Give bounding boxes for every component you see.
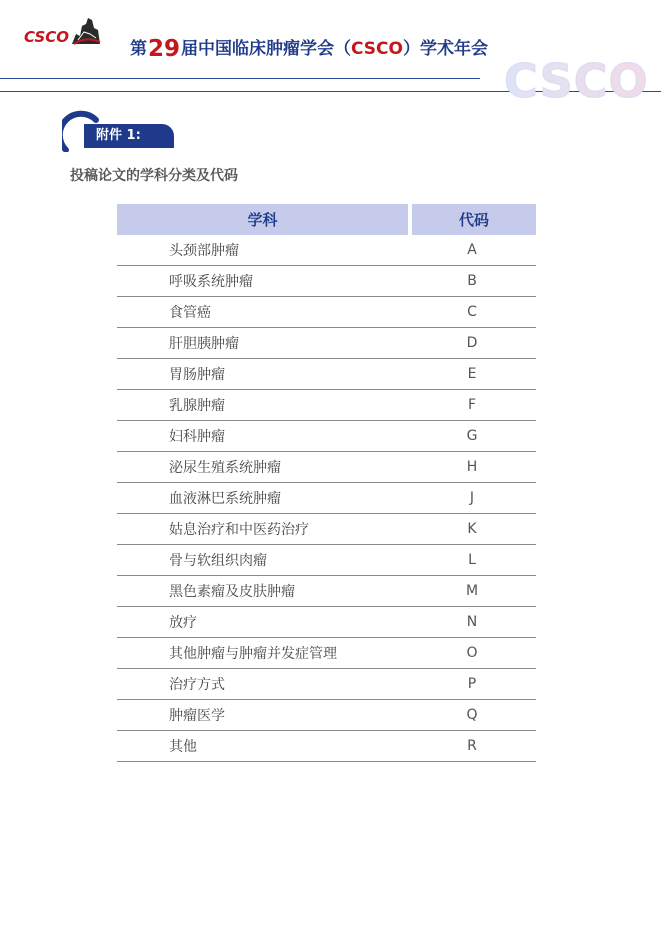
subject-cell: 黑色素瘤及皮肤肿瘤 (169, 584, 295, 600)
code-cell: G (466, 428, 478, 444)
section-title: 投稿论文的学科分类及代码 (70, 168, 238, 184)
subject-cell: 肿瘤医学 (169, 708, 225, 724)
subject-cell: 乳腺肿瘤 (169, 398, 225, 414)
code-cell: O (466, 645, 478, 661)
code-cell: P (467, 676, 477, 692)
table-row (117, 266, 536, 297)
code-cell: J (469, 490, 475, 506)
code-cell: H (466, 459, 478, 475)
table-row (117, 421, 536, 452)
code-cell: N (466, 614, 478, 630)
subject-cell: 肝胆胰肿瘤 (169, 336, 239, 352)
header-rule (0, 78, 480, 79)
subject-cell: 其他肿瘤与肿瘤并发症管理 (169, 646, 337, 662)
table-body (117, 235, 536, 762)
attachment-tag (62, 110, 174, 152)
subject-cell: 放疗 (169, 615, 197, 631)
table-row (117, 359, 536, 390)
csco-watermark: CSCO (504, 54, 649, 108)
subject-code-table (117, 204, 536, 762)
code-cell: C (467, 304, 477, 320)
subject-cell: 治疗方式 (169, 677, 225, 693)
great-wall-icon (70, 16, 102, 46)
table-row (117, 576, 536, 607)
table-row (117, 483, 536, 514)
table-row (117, 669, 536, 700)
subject-cell: 泌尿生殖系统肿瘤 (169, 460, 281, 476)
code-cell: L (468, 552, 476, 568)
header-code: 代码 (412, 204, 536, 235)
table-row (117, 297, 536, 328)
subject-cell: 妇科肿瘤 (169, 429, 225, 445)
table-row (117, 545, 536, 576)
table-row (117, 638, 536, 669)
subject-cell: 骨与软组织肉瘤 (169, 553, 267, 569)
table-row (117, 452, 536, 483)
conference-title: 第29届中国临床肿瘤学会（CSCO）学术年会 (130, 36, 488, 62)
code-cell: B (467, 273, 477, 289)
code-cell: K (467, 521, 477, 537)
code-cell: Q (466, 707, 478, 723)
code-cell: M (465, 583, 479, 599)
subject-cell: 其他 (169, 739, 197, 755)
code-cell: R (467, 738, 477, 754)
attachment-label: 附件 1: (84, 124, 174, 148)
table-row (117, 390, 536, 421)
table-row (117, 607, 536, 638)
subject-cell: 呼吸系统肿瘤 (169, 274, 253, 290)
subject-cell: 胃肠肿瘤 (169, 367, 225, 383)
csco-logo (24, 16, 104, 48)
subject-cell: 食管癌 (169, 305, 211, 321)
table-row (117, 235, 536, 266)
subject-cell: 血液淋巴系统肿瘤 (169, 491, 281, 507)
code-cell: D (466, 335, 478, 351)
subject-cell: 姑息治疗和中医药治疗 (169, 522, 309, 538)
table-header (117, 204, 536, 235)
subject-cell: 头颈部肿瘤 (169, 243, 239, 259)
code-cell: E (467, 366, 477, 382)
code-cell: F (467, 397, 477, 413)
edition-number: 29 (148, 36, 181, 62)
table-row (117, 700, 536, 731)
header-subject: 学科 (117, 204, 408, 235)
code-cell: A (467, 242, 477, 258)
logo-text: CSCO (24, 28, 70, 46)
table-row (117, 328, 536, 359)
table-row (117, 731, 536, 762)
table-row (117, 514, 536, 545)
